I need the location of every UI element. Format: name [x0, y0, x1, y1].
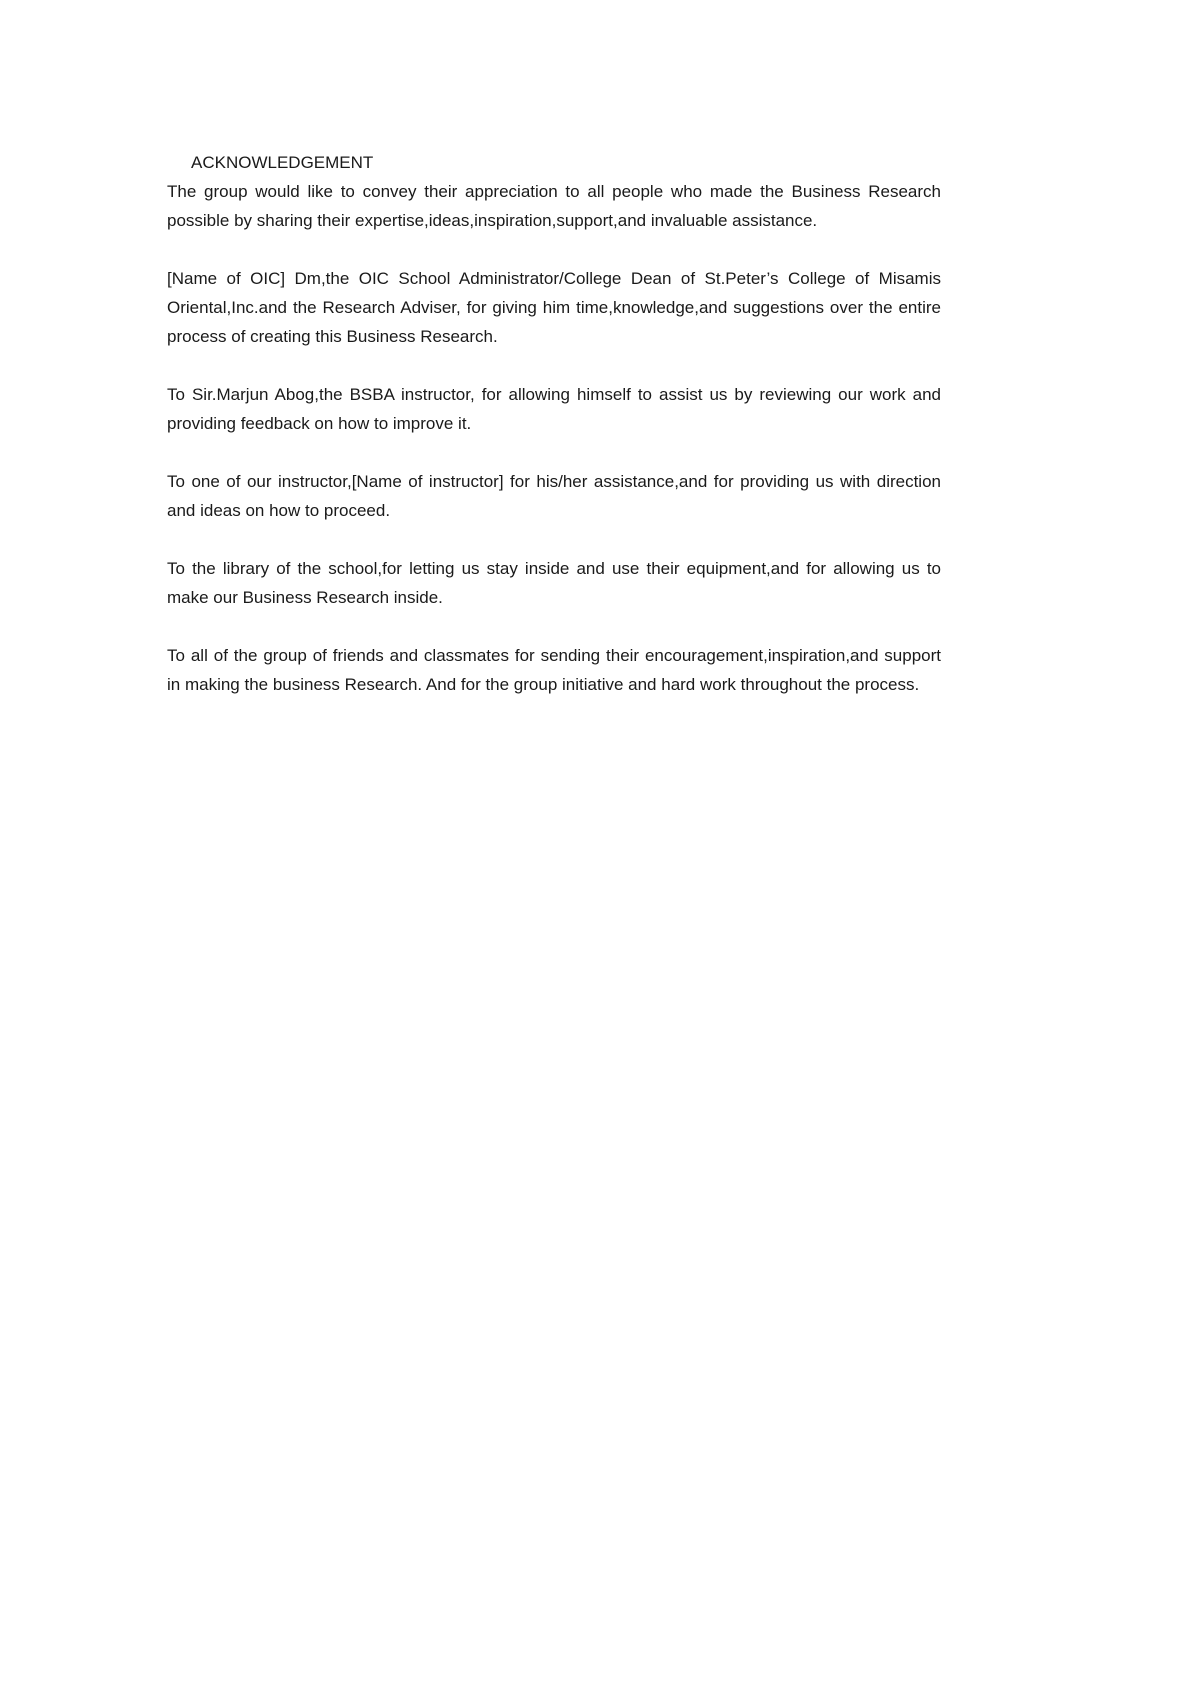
paragraph-intro: The group would like to convey their appreciation to all people who made the Business Research possible by sharing their expertise,ideas,inspiration,support,and invaluable assistance. — [167, 182, 941, 230]
document-title: ACKNOWLEDGEMENT — [191, 153, 374, 172]
paragraph-library: To the library of the school,for letting us stay inside and use their equipment,and for allowing us to make our Business Research inside. — [167, 559, 941, 607]
paragraph-oic: [Name of OIC] Dm,the OIC School Administrator/College Dean of St.Peter’s College of Misamis Oriental,Inc.and the Research Adviser, for giving him time,knowledge,and suggestions over the entire process of creating this Business Research. — [167, 269, 941, 346]
paragraph-bsba-instructor: To Sir.Marjun Abog,the BSBA instructor, for allowing himself to assist us by reviewing our work and providing feedback on how to improve it. — [167, 385, 941, 433]
paragraph-friends: To all of the group of friends and classmates for sending their encouragement,inspiration,and support in making the business Research. And for the group initiative and hard work throughout the process. — [167, 646, 941, 694]
document-page — [167, 148, 941, 728]
paragraph-instructor: To one of our instructor,[Name of instructor] for his/her assistance,and for providing us with direction and ideas on how to proceed. — [167, 472, 941, 520]
